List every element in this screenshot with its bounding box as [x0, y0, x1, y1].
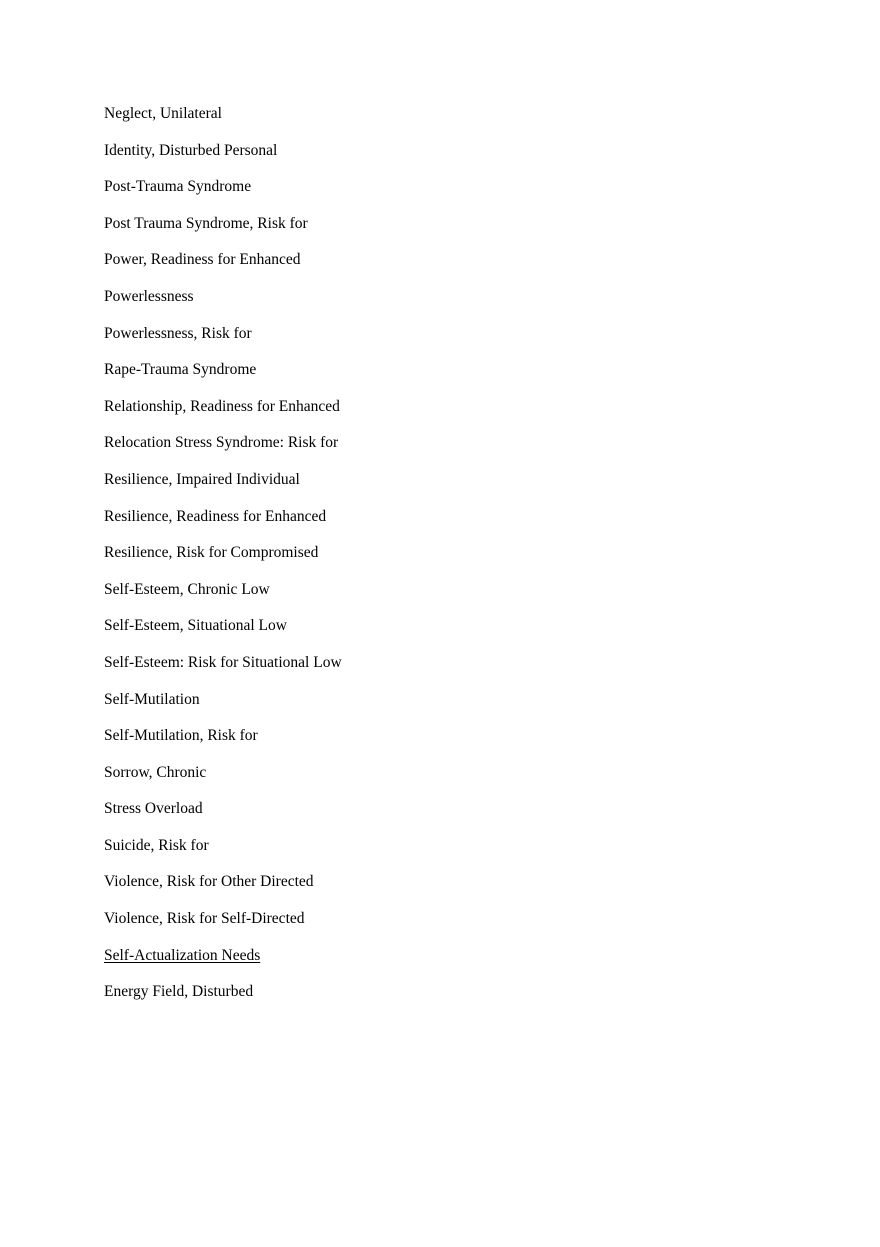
list-item: Self-Mutilation — [104, 690, 200, 708]
list-item: Resilience, Risk for Compromised — [104, 544, 319, 562]
list-item: Resilience, Impaired Individual — [104, 470, 300, 488]
list-item: Violence, Risk for Other Directed — [104, 873, 314, 891]
list-item: Post-Trauma Syndrome — [104, 178, 252, 196]
section-heading: Self-Actualization Needs — [104, 946, 261, 964]
list-item: Relocation Stress Syndrome: Risk for — [104, 434, 339, 452]
list-item: Sorrow, Chronic — [104, 763, 207, 781]
list-item: Post Trauma Syndrome, Risk for — [104, 214, 308, 232]
list-item: Relationship, Readiness for Enhanced — [104, 397, 340, 415]
list-item: Energy Field, Disturbed — [104, 983, 254, 1001]
list-item: Power, Readiness for Enhanced — [104, 251, 301, 269]
list-item: Identity, Disturbed Personal — [104, 141, 278, 159]
diagnosis-list — [104, 103, 342, 1018]
list-item: Suicide, Risk for — [104, 836, 209, 854]
list-item: Stress Overload — [104, 800, 203, 818]
list-item: Resilience, Readiness for Enhanced — [104, 507, 327, 525]
list-item: Self-Esteem, Chronic Low — [104, 580, 270, 598]
list-item: Powerlessness — [104, 287, 194, 305]
list-item: Neglect, Unilateral — [104, 105, 222, 122]
list-item: Violence, Risk for Self-Directed — [104, 910, 305, 928]
list-item: Rape-Trauma Syndrome — [104, 361, 257, 379]
list-item: Powerlessness, Risk for — [104, 324, 252, 342]
list-item: Self-Esteem: Risk for Situational Low — [104, 653, 342, 671]
list-item: Self-Mutilation, Risk for — [104, 727, 258, 745]
list-item: Self-Esteem, Situational Low — [104, 617, 287, 635]
